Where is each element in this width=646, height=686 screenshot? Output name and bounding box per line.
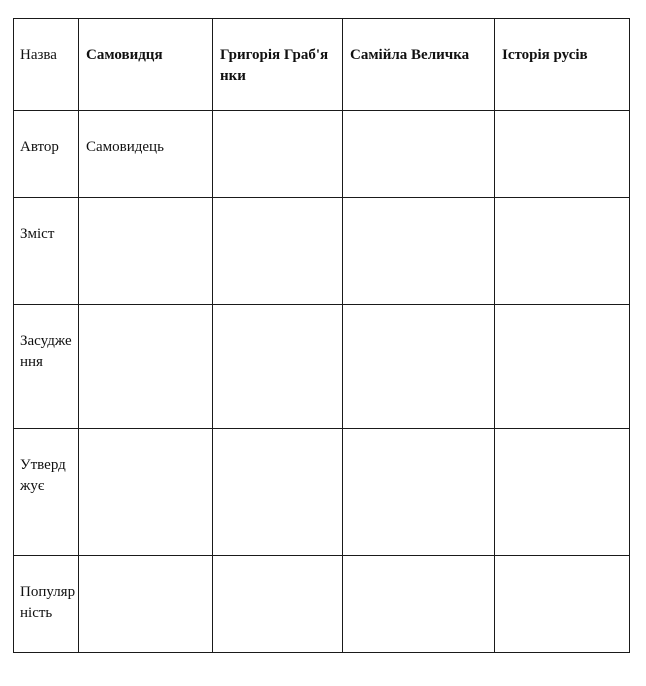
header-cell-velychko [343, 19, 495, 111]
header-cell-name [14, 19, 79, 111]
cell-popularity-samovydtsia [79, 556, 212, 582]
row-label-condemnation: Засудження [20, 333, 72, 370]
table-cell [213, 305, 343, 429]
table-cell [213, 111, 343, 198]
table-cell [79, 305, 213, 429]
table-cell [343, 556, 495, 653]
cell-content-samovydtsia [79, 198, 212, 224]
cell-condemnation-istoriia-rusiv [495, 305, 629, 331]
row-label-affirms: Утверджує [20, 457, 66, 494]
table-cell [213, 198, 343, 305]
chronicles-table [13, 18, 630, 653]
table-row-popularity [14, 556, 630, 653]
table-cell [79, 111, 213, 198]
cell-affirms-istoriia-rusiv [495, 429, 629, 455]
cell-author-istoriia-rusiv [495, 111, 629, 137]
table-cell [495, 111, 630, 198]
table-cell [343, 111, 495, 198]
cell-condemnation-velychko [343, 305, 494, 331]
cell-author-samovydtsia: Самовидець [86, 139, 164, 155]
cell-condemnation-samovydtsia [79, 305, 212, 331]
header-label: Назва [20, 47, 57, 63]
table-cell [343, 305, 495, 429]
cell-popularity-hrabianka [213, 556, 342, 582]
table-cell [343, 429, 495, 556]
column-header-hrabianka: Григорія Граб'янки [220, 47, 329, 84]
table-cell [79, 556, 213, 653]
table-cell [213, 429, 343, 556]
table-cell [495, 198, 630, 305]
table-cell [495, 556, 630, 653]
column-header-velychko: Самійла Величка [350, 47, 470, 63]
table-cell [495, 429, 630, 556]
cell-affirms-velychko [343, 429, 494, 455]
table-row-affirms [14, 429, 630, 556]
cell-condemnation-hrabianka [213, 305, 342, 331]
row-label-cell [14, 198, 79, 305]
row-label-cell [14, 556, 79, 653]
header-row [14, 19, 630, 111]
row-label-popularity: Популярність [20, 584, 76, 621]
row-label-cell [14, 111, 79, 198]
header-cell-samovydets [79, 19, 213, 111]
table-cell [79, 198, 213, 305]
cell-affirms-samovydtsia [79, 429, 212, 455]
table-cell [343, 198, 495, 305]
cell-content-velychko [343, 198, 494, 224]
row-label-content: Зміст [20, 226, 55, 242]
row-label-cell [14, 429, 79, 556]
column-header-samovydtsia: Самовидця [86, 47, 163, 63]
table-cell [79, 429, 213, 556]
cell-author-hrabianka [213, 111, 342, 137]
cell-popularity-istoriia-rusiv [495, 556, 629, 582]
cell-affirms-hrabianka [213, 429, 342, 455]
table-row-author [14, 111, 630, 198]
table-cell [495, 305, 630, 429]
cell-content-istoriia-rusiv [495, 198, 629, 224]
table-row-content [14, 198, 630, 305]
header-cell-hrabianka [213, 19, 343, 111]
cell-author-velychko [343, 111, 494, 137]
header-cell-istoriia-rusiv [495, 19, 630, 111]
cell-content-hrabianka [213, 198, 342, 224]
cell-popularity-velychko [343, 556, 494, 582]
column-header-istoriia-rusiv: Історія русів [502, 47, 588, 63]
row-label-author: Автор [20, 139, 59, 155]
table-cell [213, 556, 343, 653]
table-row-condemnation [14, 305, 630, 429]
row-label-cell [14, 305, 79, 429]
